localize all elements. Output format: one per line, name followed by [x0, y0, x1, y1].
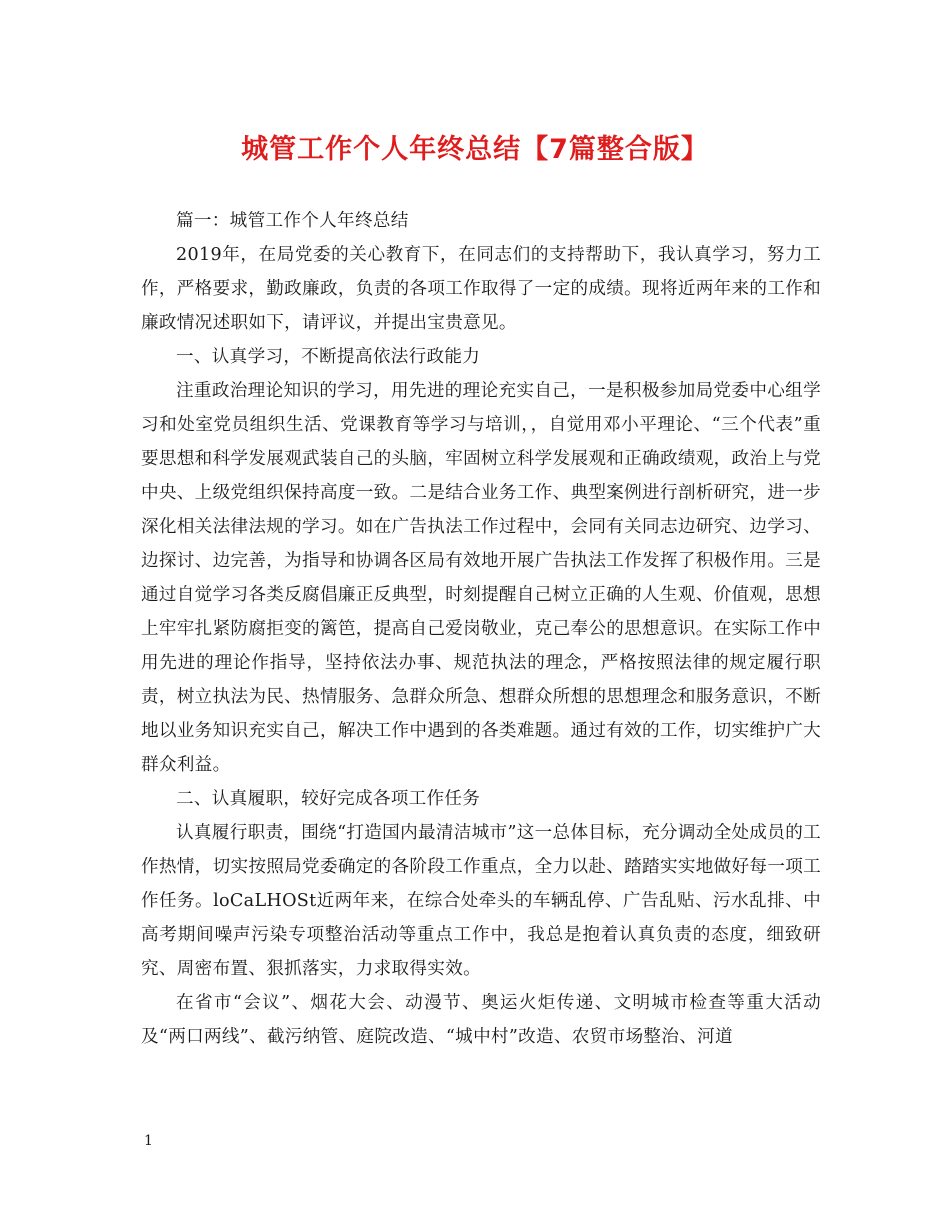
intro-paragraph: 2019年，在局党委的关心教育下，在同志们的支持帮助下，我认真学习，努力工作，严格要求，勤政廉政，负责的各项工作取得了一定的成绩。现将近两年来的工作和廉政情况述职如下，请评议，并提出宝贵意见。: [141, 245, 821, 333]
document-body: [141, 204, 821, 1054]
study-paragraph: 注重政治理论知识的学习，用先进的理论充实自己，一是积极参加局党委中心组学习和处室党员组织生活、党课教育等学习与培训，，自觉用邓小平理论、“三个代表”重要思想和科学发展观武装自己的头脑，牢固树立科学发展观和正确政绩观，政治上与党中央、上级党组织保持高度一致。二是结合业务工作、典型案例进行剖析研究，进一步深化相关法律法规的学习。如在广告执法工作过程中，会同有关同志边研究、边学习、边探讨、边完善，为指导和协调各区局有效地开展广告执法工作发挥了积极作用。三是通过自觉学习各类反腐倡廉正反典型，时刻提醒自己树立正确的人生观、价值观，思想上牢牢扎紧防腐拒变的篱笆，提高自己爱岗敬业，克己奉公的思想意识。在实际工作中用先进的理论作指导，坚持依法办事、规范执法的理念，严格按照法律的规定履行职责，树立执法为民、热情服务、急群众所急、想群众所想的思想理念和服务意识，不断地以业务知识充实自己，解决工作中遇到的各类难题。通过有效的工作，切实维护广大群众利益。: [141, 381, 821, 775]
page-number: 1: [144, 1133, 153, 1149]
section-heading-duties: 二、认真履职，较好完成各项工作任务: [176, 789, 481, 809]
document-title: 城管工作个人年终总结【7篇整合版】: [241, 134, 709, 165]
section-heading-study: 一、认真学习，不断提高依法行政能力: [176, 347, 481, 367]
section-heading-part-one: 篇一：城管工作个人年终总结: [176, 211, 409, 231]
duties-paragraph: 认真履行职责，围绕“打造国内最清洁城市”这一总体目标，充分调动全处成员的工作热情，切实按照局党委确定的各阶段工作重点，全力以赴、踏踏实实地做好每一项工作任务。loCaLHOSt近两年来，在综合处牵头的车辆乱停、广告乱贴、污水乱排、中高考期间噪声污染专项整治活动等重点工作中，我总是抱着认真负责的态度，细致研究、周密布置、狠抓落实，力求取得实效。: [141, 823, 821, 979]
events-paragraph: 在省市“会议”、烟花大会、动漫节、奥运火炬传递、文明城市检查等重大活动及“两口两线”、截污纳管、庭院改造、“城中村”改造、农贸市场整治、河道: [141, 993, 821, 1047]
